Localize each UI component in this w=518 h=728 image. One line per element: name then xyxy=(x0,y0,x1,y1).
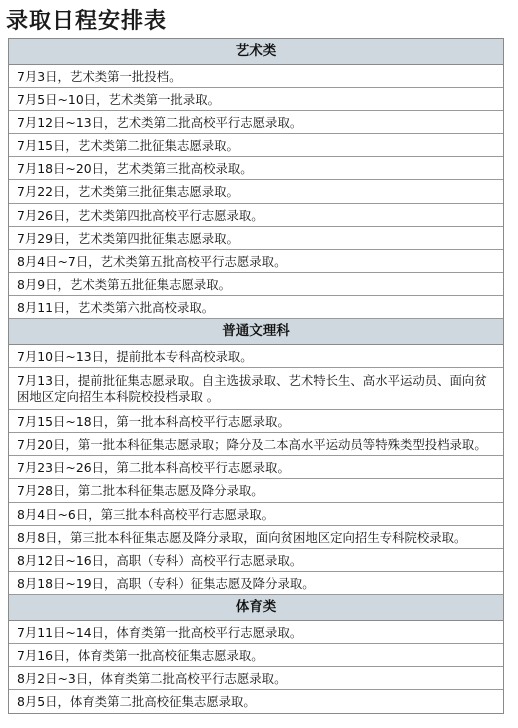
schedule-row: 7月15日~18日，第一批本科高校平行志愿录取。 xyxy=(9,410,503,433)
page-title: 录取日程安排表 xyxy=(6,9,168,34)
schedule-row: 7月12日~13日，艺术类第二批高校平行志愿录取。 xyxy=(9,111,503,134)
schedule-row: 7月10日~13日，提前批本专科高校录取。 xyxy=(9,345,503,368)
schedule-row: 7月23日~26日，第二批本科高校平行志愿录取。 xyxy=(9,456,503,479)
schedule-row: 7月13日，提前批征集志愿录取。自主选拔录取、艺术特长生、高水平运动员、面向贫困地区定向招生本科院校投档录取 。 xyxy=(9,368,503,410)
section-header-sports: 体育类 xyxy=(9,595,503,621)
schedule-row: 7月29日，艺术类第四批征集志愿录取。 xyxy=(9,227,503,250)
section-header-art: 艺术类 xyxy=(9,39,503,65)
schedule-row: 7月20日，第一批本科征集志愿录取；降分及二本高水平运动员等特殊类型投档录取。 xyxy=(9,433,503,456)
schedule-row: 7月26日，艺术类第四批高校平行志愿录取。 xyxy=(9,204,503,227)
schedule-row: 8月5日，体育类第二批高校征集志愿录取。 xyxy=(17,694,256,710)
schedule-row: 7月16日，体育类第一批高校征集志愿录取。 xyxy=(9,644,503,667)
schedule-row: 7月28日，第二批本科征集志愿及降分录取。 xyxy=(9,479,503,502)
schedule-row: 7月3日，艺术类第一批投档。 xyxy=(9,65,503,88)
schedule-row: 8月18日~19日，高职（专科）征集志愿及降分录取。 xyxy=(9,572,503,595)
schedule-row: 7月11日~14日，体育类第一批高校平行志愿录取。 xyxy=(9,621,503,644)
schedule-row: 7月18日~20日，艺术类第三批高校录取。 xyxy=(9,157,503,180)
schedule-table xyxy=(8,38,504,714)
section-header-general: 普通文理科 xyxy=(9,319,503,345)
schedule-row: 7月22日，艺术类第三批征集志愿录取。 xyxy=(9,180,503,203)
schedule-row: 8月12日~16日，高职（专科）高校平行志愿录取。 xyxy=(9,549,503,572)
schedule-row: 8月11日，艺术类第六批高校录取。 xyxy=(9,296,503,319)
schedule-row: 8月4日~7日，艺术类第五批高校平行志愿录取。 xyxy=(9,250,503,273)
schedule-row: 8月4日~6日，第三批本科高校平行志愿录取。 xyxy=(9,503,503,526)
schedule-row: 8月2日~3日，体育类第二批高校平行志愿录取。 xyxy=(9,667,503,690)
schedule-row: 8月8日，第三批本科征集志愿及降分录取，面向贫困地区定向招生专科院校录取。 xyxy=(9,526,503,549)
schedule-row: 7月15日，艺术类第二批征集志愿录取。 xyxy=(9,134,503,157)
schedule-row: 7月5日~10日，艺术类第一批录取。 xyxy=(9,88,503,111)
schedule-row: 8月9日，艺术类第五批征集志愿录取。 xyxy=(9,273,503,296)
